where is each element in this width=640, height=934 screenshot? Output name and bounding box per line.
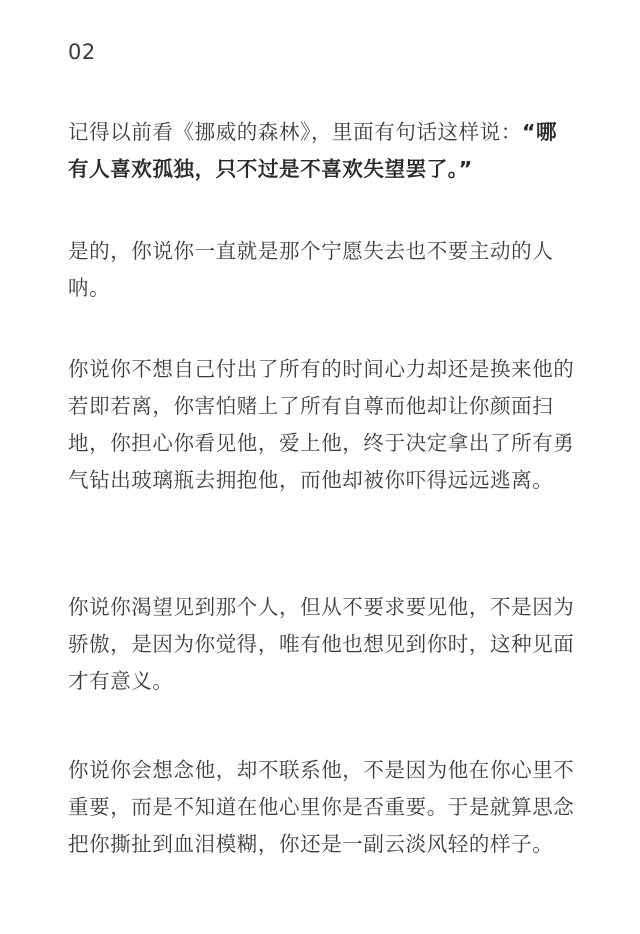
paragraph-text: 是的，你说你一直就是那个宁愿失去也不要主动的人呐。 — [68, 239, 554, 300]
paragraph-norwegian-wood-quote — [68, 114, 578, 188]
paragraph-lead-text: 记得以前看《挪威的森林》，里面有句话这样说： — [68, 120, 522, 144]
paragraph-text: 你说你渴望见到那个人，但从不要求要见他，不是因为骄傲，是因为你觉得，唯有他也想见到你时，这种见面才有意义。 — [68, 595, 575, 693]
paragraph-text: 你说你会想念他，却不联系他，不是因为他在你心里不重要，而是不知道在他心里你是否重要。于是就算思念把你撕扯到血泪模糊，你还是一副云淡风轻的样子。 — [68, 758, 575, 856]
paragraph-text: 你说你不想自己付出了所有的时间心力却还是换来他的若即若离，你害怕赌上了所有自尊而他却让你颜面扫地，你担心你看见他，爱上他，终于决定拿出了所有勇气钻出玻璃瓶去拥抱他，而他却被你吓得远远逃离。 — [68, 357, 575, 492]
bold-quote: “哪有人喜欢孤独，只不过是不喜欢失望罢了。” — [68, 120, 558, 181]
section-number: 02 — [68, 40, 96, 64]
